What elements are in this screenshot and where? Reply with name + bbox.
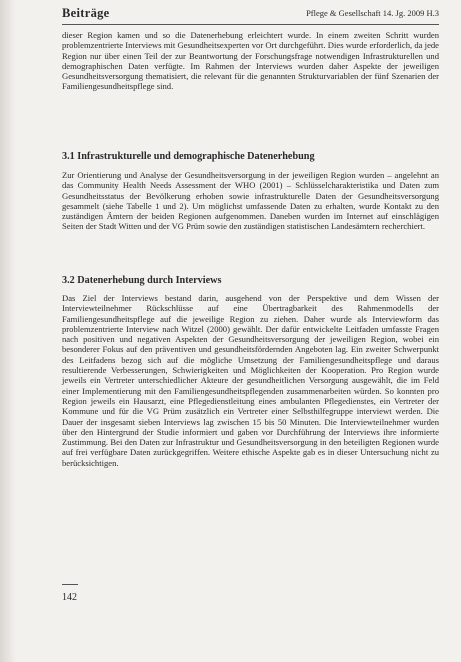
intro-block — [62, 30, 439, 92]
running-title: Beiträge — [62, 6, 110, 20]
gutter-shadow — [0, 0, 16, 662]
running-header — [62, 6, 439, 24]
section-3-2-paragraph: Das Ziel der Interviews bestand darin, ausgehend von der Perspektive und dem Wissen der Interviewteilnehmer Rückschlüsse auf eine Übertragbarkeit des Rahmenmodells der Familiengesundheitspflege auf die jeweilige Region zu ziehen. Daher wurde als Interviewform das problemzentrierte Interview nach Witzel (2000) gewählt. Der dafür entwickelte Leitfaden umfasste Fragen nach positiven und negativen Aspekten der Gesundheitsversorgung der jeweiligen Region, wobei ein besonderer Fokus auf den präventiven und gesundheitsfördernden Angeboten lag. Ein zweiter Schwerpunkt des Leitfadens bezog sich auf die mögliche Umsetzung der Familiengesundheitspflege und daraus resultierende Verbesserungen, Schwierigkeiten und Möglichkeiten der Kooperation. Pro Region wurde jeweils ein Vertreter unterschiedlicher Akteure der gesundheitlichen Versorgung ausgewählt, die im Feld einer Implementierung mit den Familiengesundheitspflegenden zusammenarbeiten würden. So konnten pro Region jeweils ein Hausarzt, eine Pflegedienstleitung eines ambulanten Pflegedienstes, ein Vertreter der Kommune und für die VG Prüm zusätzlich ein Vertreter einer Selbsthilfegruppe interviewt werden. Die Dauer der insgesamt sieben Interviews lag zwischen 15 bis 50 Minuten. Die Interviewteilnehmer wurden über den Hintergrund der Studie informiert und gaben vor Durchführung der Interviews ihre informierte Zustimmung. Bei den Daten zur Infrastruktur und Gesundheitsversorgung in den beteiligten Regionen wurde auf frei verfügbare Daten zurückgegriffen. Weitere ethische Aspekte gab es in dieser Untersuchung nicht zu berücksichtigen. — [62, 293, 439, 468]
section-3-1-block — [62, 170, 439, 232]
footer-rule — [62, 584, 78, 585]
section-3-2-block — [62, 293, 439, 468]
header-rule — [62, 24, 439, 25]
section-3-1-heading: 3.1 Infrastrukturelle und demographische Datenerhebung — [62, 151, 315, 162]
section-3-2-heading: 3.2 Datenerhebung durch Interviews — [62, 275, 222, 286]
intro-paragraph: dieser Region kamen und so die Datenerhebung erleichtert wurde. In einem zweiten Schritt wurden problemzentrierte Interviews mit Gesundheitsexperten vor Ort durchgeführt. Dies wurde erforderlich, da jede Region nur über einen Teil der zur Beantwortung der Forschungsfrage notwendigen Infrastrukturellen und demographischen Daten verfügte. Im Rahmen der Interviews wurden daher Aspekte der jeweiligen Gesundheitsversorgung thematisiert, die relevant für die genannten Strukturvariablen der fünf Szenarien der Familiengesundheitspflege sind. — [62, 30, 439, 92]
page-number: 142 — [62, 592, 77, 603]
journal-citation: Pflege & Gesellschaft 14. Jg. 2009 H.3 — [306, 8, 439, 18]
section-3-1-paragraph: Zur Orientierung und Analyse der Gesundheitsversorgung in der jeweiligen Region wurden – angelehnt an das Community Health Needs Assessment der WHO (2001) – Schlüsselcharakteristika und Daten zum Gesundheitsstatus der Bevölkerung erhoben sowie infrastrukturelle Daten der Gesundheitsversorgung gesammelt (siehe Tabelle 1 und 2). Um möglichst umfassende Daten zu erhalten, wurde Kontakt zu den zuständigen Ämtern der beiden Regionen aufgenommen. Daneben wurden im Internet auf einschlägigen Seiten der Stadt Witten und der VG Prüm sowie den zuständigen statistischen Landesämtern recherchiert. — [62, 170, 439, 232]
